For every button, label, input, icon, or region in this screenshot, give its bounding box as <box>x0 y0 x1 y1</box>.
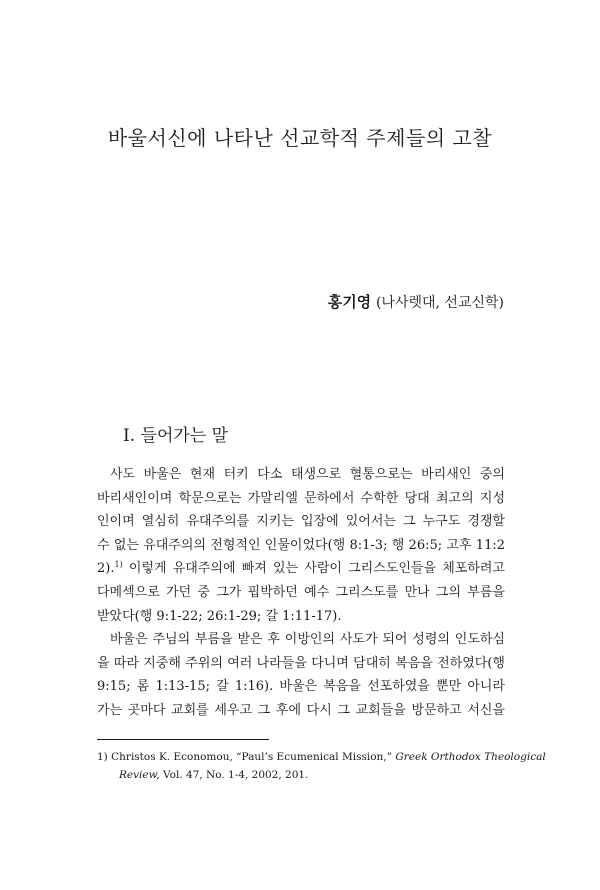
body-line: 다메섹으로 가던 중 그가 핍박하던 예수 그리스도를 만나 그의 부름을 <box>97 584 505 600</box>
author-line <box>328 291 504 312</box>
body-line: 사도 바울은 현재 터키 다소 태생으로 혈통으로는 바리새인 중의 <box>110 467 505 482</box>
author-name: 홍기영 <box>327 293 372 311</box>
footnote-journal-cont: Review, <box>119 769 160 781</box>
body-line: 바리새인이며 학문으로는 가말리엘 문하에서 수학한 당대 최고의 지성 <box>97 490 505 506</box>
body-line-with-footnote <box>97 557 505 581</box>
footnote-line <box>97 748 546 766</box>
body-line: 9:15; 롬 1:13-15; 갈 1:16). 바울은 복음을 선포하였을 뿐만 아니라 <box>97 679 505 695</box>
footnote-details: Vol. 47, No. 1-4, 2002, 201. <box>163 769 309 781</box>
body-line: 수 없는 유대주의의 전형적인 인물이었다(행 8:1-3; 행 26:5; 고후 11:2 <box>97 537 505 553</box>
author-affiliation: (나사렛대, 선교신학) <box>375 295 504 311</box>
body-line: 인이며 열심히 유대주의를 지키는 입장에 있어서는 그 누구도 경쟁할 <box>97 514 505 530</box>
line-prefix: 2). <box>97 561 115 577</box>
footnote-journal: Greek Orthodox Theological <box>395 751 546 763</box>
footnote-text: Christos K. Economou, “Paul’s Ecumenical Mission,” <box>111 751 393 763</box>
footnote-line <box>97 766 507 784</box>
footnote <box>97 748 546 784</box>
body-text <box>97 463 505 723</box>
body-line: 바울은 주님의 부름을 받은 후 이방인의 사도가 되어 성령의 인도하심 <box>110 632 505 648</box>
footnote-number: 1) <box>97 751 108 763</box>
section-heading: I. 들어가는 말 <box>123 426 229 446</box>
body-line: 을 따라 지중해 주위의 여러 나라들을 다니며 담대히 복음을 전하였다(행 <box>97 655 505 671</box>
footnote-marker: 1) <box>114 560 123 570</box>
footnote-divider <box>97 739 269 740</box>
body-line: 받았다(행 9:1-22; 26:1-29; 갈 1:11-17). <box>97 608 342 624</box>
body-line: 가는 곳마다 교회를 세우고 그 후에 다시 그 교회들을 방문하고 서신을 <box>97 702 505 718</box>
page-title: 바울서신에 나타난 선교학적 주제들의 고찰 <box>107 126 493 150</box>
line-rest: 이렇게 유대주의에 빠져 있는 사람이 그리스도인들을 체포하려고 <box>128 561 505 577</box>
